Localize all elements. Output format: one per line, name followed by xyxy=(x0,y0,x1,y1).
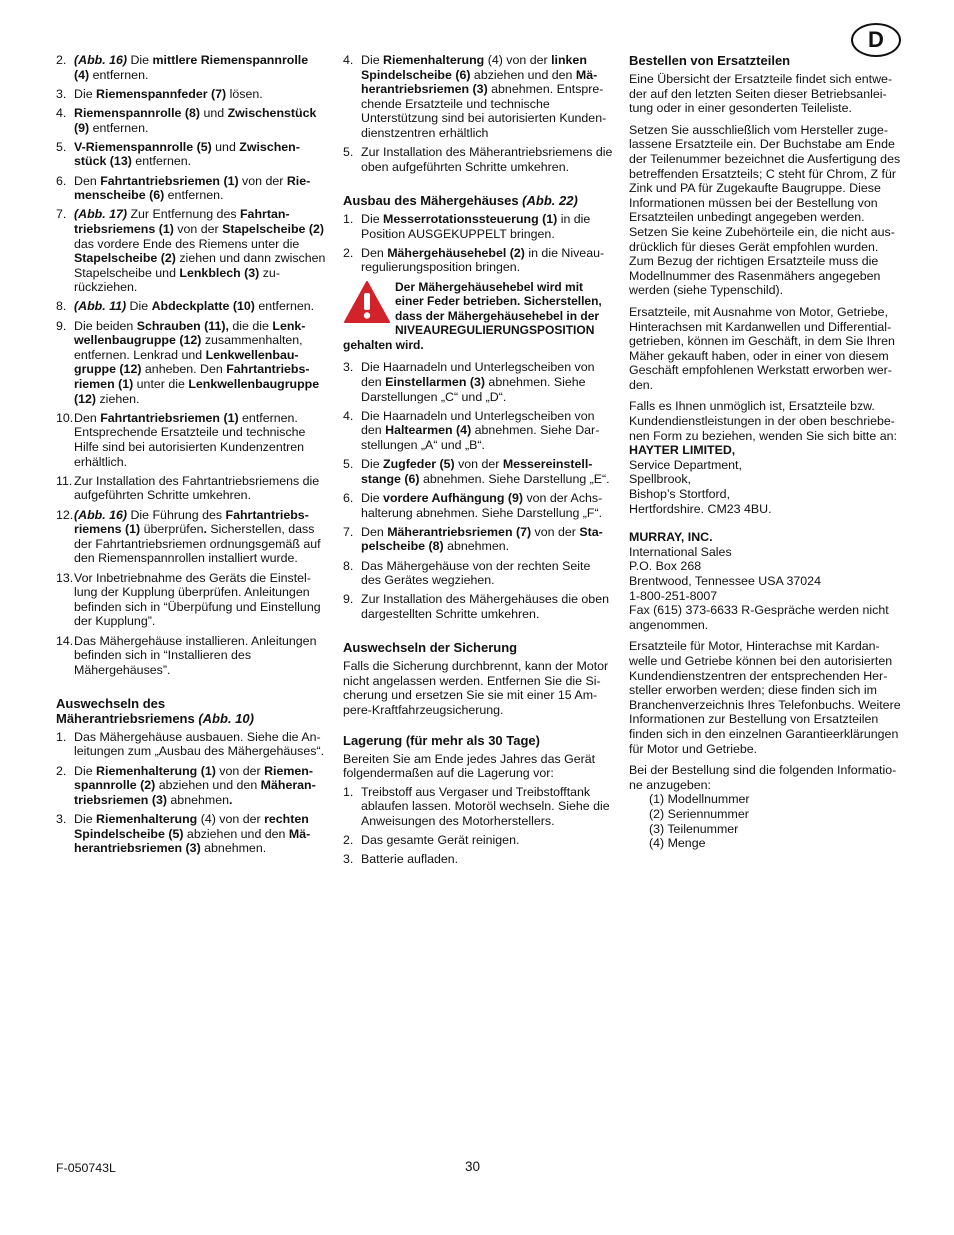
item-number: 2. xyxy=(56,763,67,778)
item-number: 11. xyxy=(56,473,73,488)
step-list xyxy=(343,360,613,621)
address-line: Spellbrook, xyxy=(629,472,691,487)
step-list xyxy=(56,53,326,677)
item-text: entfernen. xyxy=(164,188,224,203)
item-text: Stapelscheibe (8) xyxy=(361,524,603,554)
item-number: 3. xyxy=(343,852,354,867)
item-text: Mäherantriebsriemen (7) xyxy=(387,524,532,539)
list-item xyxy=(56,812,326,856)
list-item xyxy=(343,409,613,453)
list-item xyxy=(56,53,326,82)
item-text: Einstellarmen (3) xyxy=(385,375,485,390)
address-line: Bishop’s Stortford, xyxy=(629,487,731,502)
item-text: das vordere Ende des Riemens unter die xyxy=(74,236,300,251)
item-text: von der xyxy=(238,173,287,188)
item-number: 8. xyxy=(343,558,354,573)
item-text: Abdeckplatte (10) xyxy=(151,299,255,314)
item-text: und xyxy=(211,139,240,154)
heading-line: Auswechseln des xyxy=(56,695,166,711)
item-text: (Abb. 17) xyxy=(74,207,128,222)
item-text: Zur Installation des Mäherantriebsriemens die oben aufgeführten Schritte umkehren. xyxy=(361,145,613,174)
list-item xyxy=(56,411,326,469)
item-text: Mäherantriebsriemen (3) xyxy=(361,67,598,97)
item-text: Mähergehäusehebel (2) xyxy=(387,245,525,260)
item-text: Messereinstellstange (6) xyxy=(361,457,593,486)
item-number: 4. xyxy=(343,408,354,423)
item-text: Fahrtantriebsriemen (1) xyxy=(100,410,239,425)
step-list xyxy=(343,785,613,867)
item-number: 1. xyxy=(343,211,354,226)
item-number: 13. xyxy=(56,570,74,585)
item-text: Fahrtantriebsriemens (1) xyxy=(74,507,309,537)
item-text: und xyxy=(200,105,228,120)
item-text: Lenkwellenbaugruppe (12) xyxy=(74,377,320,406)
item-text: Zur Entfernung des xyxy=(127,207,240,222)
address-line: Brentwood, Tennessee USA 37024 xyxy=(629,574,821,588)
item-number: 6. xyxy=(343,491,354,505)
item-text: abnehmen xyxy=(166,792,229,807)
address-line: 1-800-251-8007 xyxy=(629,588,718,603)
item-text: Das Mähergehäuse ausbauen. Siehe die Anleitungen zum „Ausbau des Mähergehäuses“. xyxy=(74,729,325,759)
column-1 xyxy=(56,53,326,860)
address-line: P.O. Box 268 xyxy=(629,559,702,574)
item-text: Die xyxy=(74,763,97,778)
language-badge: D xyxy=(851,23,901,57)
item-text: Die xyxy=(74,812,97,827)
list-item xyxy=(343,833,613,848)
item-text: Zur Installation des Mähergehäuses die oben dargestellten Schritte umkehren. xyxy=(361,592,609,621)
item-text: entfernen. xyxy=(254,299,315,314)
heading-line: Mäherantriebsriemens xyxy=(56,710,199,726)
item-number: 2. xyxy=(343,833,354,848)
item-text: . xyxy=(228,792,233,807)
list-item xyxy=(343,592,613,621)
item-text: Die xyxy=(126,299,152,314)
section-heading-fuse: Auswechseln der Sicherung xyxy=(343,640,518,656)
item-text: entfernen. xyxy=(89,120,149,135)
item-text: Schrauben (11), xyxy=(136,318,229,333)
item-text: unter die xyxy=(133,377,189,392)
company-name: HAYTER LIMITED, xyxy=(629,443,736,458)
list-item xyxy=(56,571,326,629)
item-text: zusammenhalten, entfernen. Lenkrad und xyxy=(74,333,303,362)
item-text: Die xyxy=(361,457,384,472)
item-text: Die Haarnadeln und Unterlegscheiben von den xyxy=(361,360,595,390)
item-text: Riemenhalterung xyxy=(383,53,485,67)
item-text: Den xyxy=(74,173,101,188)
item-number: 14. xyxy=(56,633,74,648)
item-text: abnehmen. xyxy=(200,841,267,856)
column-3 xyxy=(629,53,901,851)
item-text: (4) von der xyxy=(197,812,265,827)
address-line: Service Department, xyxy=(629,457,742,472)
paragraph: Eine Übersicht der Ersatzteile findet sich entweder auf den letzten Seiten dieser Betriebsanleitung oder in einer gesonderten Teileliste. xyxy=(629,72,893,116)
item-number: 1. xyxy=(343,784,354,799)
list-item xyxy=(56,508,326,566)
address-line: Fax (615) 373-6633 R-Gespräche werden nicht angenommen. xyxy=(629,603,889,632)
list-item xyxy=(343,212,613,241)
item-text: Treibstoff aus Vergaser und Treibstofftank ablaufen lassen. Motoröl wechseln. Siehe die Anweisungen des Motorherstellers. xyxy=(361,784,610,828)
item-text: mittlere Riemenspannrolle (4) xyxy=(74,53,309,82)
item-text: Riemenspannrolle (2) xyxy=(74,763,313,793)
item-text: entfernen. xyxy=(89,67,149,82)
item-text: in die Position AUSGEKUPPELT bringen. xyxy=(361,211,591,241)
item-number: 7. xyxy=(56,207,67,222)
item-text: Zugfeder (5) xyxy=(383,457,455,472)
item-text: abnehmen. Siehe Darstellungen „A“ und „B“. xyxy=(361,423,600,453)
item-text: entfernen. xyxy=(131,154,192,169)
item-text: Zwischenstück (9) xyxy=(74,105,317,135)
item-number: 5. xyxy=(343,457,354,472)
item-text: (Abb. 16) xyxy=(74,507,128,522)
item-text: Das Mähergehäuse installieren. Anleitungen befinden sich in “Installieren des Mähergehäuses”. xyxy=(74,633,317,677)
item-number: 2. xyxy=(343,245,354,260)
item-text: Die xyxy=(127,53,153,67)
section-heading-belt xyxy=(56,696,326,726)
address-hayter xyxy=(629,443,901,516)
item-text: abziehen und den xyxy=(155,778,261,793)
step-list xyxy=(56,730,326,856)
list-item xyxy=(56,174,326,203)
item-text: in die Niveauregulierungsposition bringen. xyxy=(361,245,605,275)
item-text: (Abb. 11) xyxy=(74,299,127,314)
item-text: von der xyxy=(173,221,223,236)
item-text: abziehen und den xyxy=(470,67,576,82)
list-item xyxy=(343,360,613,404)
list-item xyxy=(343,53,613,141)
address-line: (1) Modellnummer xyxy=(649,792,750,807)
item-number: 9. xyxy=(56,318,67,333)
list-item xyxy=(56,106,326,135)
list-item xyxy=(56,299,326,314)
item-text: Die Führung des xyxy=(127,507,226,522)
item-number: 6. xyxy=(56,173,67,188)
address-murray xyxy=(629,530,901,632)
list-item xyxy=(56,764,326,808)
item-text: ziehen und dann zwischen Stapelscheibe und xyxy=(74,251,326,280)
item-text: rechten Spindelscheibe (5) xyxy=(74,812,309,841)
address-line: (2) Seriennummer xyxy=(649,806,749,821)
list-item xyxy=(56,87,326,102)
heading-ref: (Abb. 10) xyxy=(198,710,254,726)
paragraph: Ersatzteile für Motor, Hinterachse mit Kardanwelle und Getriebe können bei den autorisierten Kundendienstzentren der entsprechenden Hersteller erworben werden; diese finden sich im Branchenverzeichnis Ihres Telefonbuchs. Weitere Informationen zur Bestellung von Ersatzteilen finden sich in den einzelnen Garantieerklärungen für Motor und Getriebe. xyxy=(629,639,901,756)
address-line: (3) Teilenummer xyxy=(649,821,739,836)
section-heading-storage: Lagerung (für mehr als 30 Tage) xyxy=(343,732,540,748)
item-text: Mäherantriebsriemen (3) xyxy=(74,826,311,856)
item-text: von der xyxy=(215,763,265,778)
item-text: abnehmen. Siehe Darstellung „E“. xyxy=(419,471,610,486)
item-number: 5. xyxy=(343,145,354,160)
section-heading-deck-removal xyxy=(343,193,613,208)
list-item xyxy=(56,207,326,295)
warning-text: Der Mähergehäusehebel wird mit einer Feder betrieben. Sicherstellen, dass der Mähergehäusehebel in der NIVEAUREGULIERUNGSPOSITION gehalten wird. xyxy=(343,279,602,352)
step-list xyxy=(343,212,613,275)
item-text: abnehmen. Entsprechende Ersatzteile und technische Unterstützung sind bei autorisierten Kundendienstzentren erhältlich xyxy=(361,82,607,140)
item-text: Stapelscheibe (2) xyxy=(222,221,324,236)
item-number: 12. xyxy=(56,507,74,522)
paragraph: Bereiten Sie am Ende jedes Jahres das Gerät folgendermaßen auf die Lagerung vor: xyxy=(343,751,596,781)
list-item xyxy=(56,634,326,678)
item-number: 3. xyxy=(56,812,67,827)
item-text: entfernen. Entsprechende Ersatzteile und technische Hilfe sind bei autorisierten Kundenzentren erhältlich. xyxy=(74,410,306,469)
address-line: International Sales xyxy=(629,544,732,559)
item-number: 7. xyxy=(343,524,354,539)
item-text: von der xyxy=(454,457,503,472)
item-number: 4. xyxy=(56,105,67,120)
item-text: Zur Installation des Fahrtantriebsriemens die aufgeführten Schritte umkehren. xyxy=(74,473,320,503)
item-text: Fahrtantriebsriemen (1) xyxy=(74,362,310,392)
item-text: Das gesamte Gerät reinigen. xyxy=(361,833,520,848)
item-text: Batterie aufladen. xyxy=(361,852,459,867)
item-text: abnehmen. Siehe Darstellungen „C“ und „D“. xyxy=(361,375,586,404)
list-item xyxy=(343,246,613,275)
list-item xyxy=(343,785,613,829)
item-text: (4) von der xyxy=(484,53,552,67)
item-text: Den xyxy=(361,524,388,539)
item-text: (Abb. 16) xyxy=(74,53,128,67)
item-number: 3. xyxy=(56,86,67,101)
item-text: Den xyxy=(361,245,388,260)
item-number: 2. xyxy=(56,53,67,67)
list-item xyxy=(56,140,326,169)
item-text: von der Achshalterung abnehmen. Siehe Darstellung „F“. xyxy=(361,491,603,520)
item-text: Lenkwellenbaugruppe (12) xyxy=(74,347,299,377)
paragraph: Ersatzteile, mit Ausnahme von Motor, Getriebe, Hinterachsen mit Kardanwellen und Differentialgetrieben, können im Geschäft, in dem Sie Ihren Mäher gekauft haben, oder in einer von diesem Geschäft empfohlenen Werkstatt erworben werden. xyxy=(629,304,895,392)
item-number: 9. xyxy=(343,592,354,607)
item-number: 3. xyxy=(343,360,354,375)
item-text: Die xyxy=(361,211,384,226)
item-text: Riemenhalterung (1) xyxy=(96,763,216,778)
warning-box xyxy=(343,280,613,353)
address-line: Hertfordshire. CM23 4BU. xyxy=(629,501,772,516)
item-text: Fahrtantriebsriemen (1) xyxy=(100,173,239,188)
item-text: ziehen. xyxy=(96,391,140,406)
item-text: abnehmen. xyxy=(443,539,510,554)
item-text: Riemenscheibe (6) xyxy=(74,173,311,203)
item-text: Mäherantriebsriemen (3) xyxy=(74,778,316,807)
list-item xyxy=(56,319,326,407)
list-item xyxy=(343,525,613,554)
item-text: Die beiden xyxy=(74,318,137,333)
item-text: Das Mähergehäuse von der rechten Seite des Gerätes wegziehen. xyxy=(361,558,591,588)
order-info-list xyxy=(629,792,901,850)
item-text: von der xyxy=(531,524,580,539)
item-text: Fahrtantriebsriemens (1) xyxy=(74,207,290,236)
item-text: Zwischenstück (13) xyxy=(74,139,300,169)
page-number: 30 xyxy=(465,1159,481,1174)
heading-ref: (Abb. 22) xyxy=(522,192,578,208)
item-text: Den xyxy=(74,410,101,425)
item-text: linken Spindelscheibe (6) xyxy=(361,53,587,82)
item-number: 5. xyxy=(56,139,67,154)
list-item xyxy=(56,474,326,503)
item-text: die die xyxy=(228,318,273,333)
document-code: F-050743L xyxy=(56,1161,116,1175)
item-text: Sicherstellen, dass der Fahrtantriebsriemen ordnungsgemäß auf den Riemenspannrollen installiert wurde. xyxy=(74,522,321,566)
address-line: (4) Menge xyxy=(649,836,706,851)
item-text: lösen. xyxy=(226,86,263,101)
warning-triangle-icon xyxy=(343,280,391,324)
item-text: Vor Inbetriebnahme des Geräts die Einstellung der Kupplung überprüfen. Anleitungen befinden sich in “Überpüfung und Einstellung der Kupplung”. xyxy=(74,570,321,629)
paragraph: Falls die Sicherung durchbrennt, kann der Motor nicht angelassen werden. Entfernen Sie die Sicherung und ersetzen Sie sie mit einer 15 Ampere-Kraftfahrzeugsicherung. xyxy=(343,659,609,717)
column-2 xyxy=(343,53,613,871)
item-text: Riemenspannrolle (8) xyxy=(74,105,200,120)
item-number: 1. xyxy=(56,729,67,744)
paragraph: Bei der Bestellung sind die folgenden Informatione anzugeben: xyxy=(629,763,897,792)
paragraph: Setzen Sie ausschließlich vom Hersteller zugelassene Ersatzteile ein. Der Buchstabe am Ende der Teilenummer bezeichnet die Ausfertigung des betreffenden Ersatzteils; C steht für Chrom, Z für Zink und PA für Zugekaufte Baugruppe. Diese Informationen müssen bei der Bestellung von Ersatzteilen unbedingt angegeben werden. Setzen Sie keine Zubehörteile ein, die nicht ausdrücklich für dieses Gerät empfohlen wurden. Zum Bezug der richtigen Ersatzteile muss die Modellnummer des Rasenmähers angegeben werden (siehe Typenschild). xyxy=(629,122,901,298)
item-text: anheben. Den xyxy=(141,362,227,377)
item-number: 10. xyxy=(56,410,74,425)
paragraph: Falls es Ihnen unmöglich ist, Ersatzteile bzw. Kundendienstleistungen in der oben beschriebenen Form zu beziehen, wenden Sie sich bitte an: xyxy=(629,399,897,443)
item-text: Messerrotationssteuerung (1) xyxy=(383,211,558,226)
item-text: Lenkwellenbaugruppe (12) xyxy=(74,318,306,348)
list-item xyxy=(343,145,613,174)
item-text: zurückziehen. xyxy=(74,265,280,295)
list-item xyxy=(343,559,613,588)
step-list xyxy=(343,53,613,174)
list-item xyxy=(343,491,613,520)
item-text: Haltearmen (4) xyxy=(385,423,472,438)
item-text: überprüfen xyxy=(140,522,204,537)
item-text: Stapelscheibe (2) xyxy=(74,251,176,266)
item-text: V-Riemenspannrolle (5) xyxy=(74,139,212,154)
heading-text: Ausbau des Mähergehäuses xyxy=(343,192,523,208)
list-item xyxy=(56,730,326,759)
list-item xyxy=(343,457,613,486)
item-text: abziehen und den xyxy=(183,826,289,841)
item-text: Die xyxy=(361,53,384,67)
section-heading-spare-parts: Bestellen von Ersatzteilen xyxy=(629,53,791,68)
item-number: 4. xyxy=(343,53,354,67)
company-name: MURRAY, INC. xyxy=(629,530,713,545)
item-text: Lenkblech (3) xyxy=(179,265,260,280)
item-number: 8. xyxy=(56,299,67,314)
item-text: Riemenhalterung xyxy=(96,812,198,827)
item-text: Die xyxy=(74,86,97,101)
list-item xyxy=(343,852,613,867)
item-text: Riemenspannfeder (7) xyxy=(96,86,227,101)
item-text: Die xyxy=(361,491,384,505)
item-text: . xyxy=(203,522,207,537)
item-text: vordere Aufhängung (9) xyxy=(383,491,524,505)
item-text: Die Haarnadeln und Unterlegscheiben von den xyxy=(361,408,595,438)
